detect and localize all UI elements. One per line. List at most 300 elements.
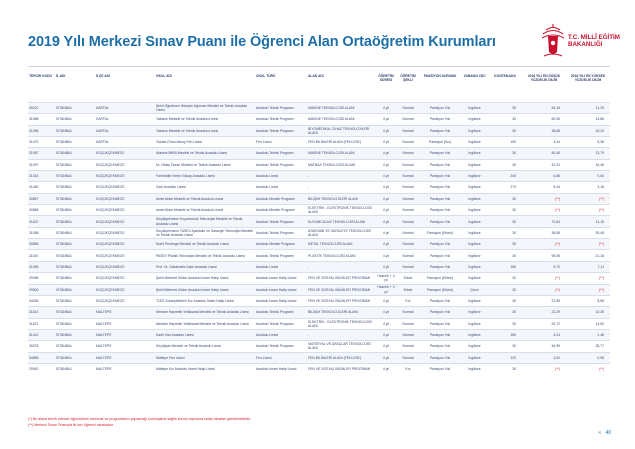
table-cell: Şehit Mehmet Güder Anadolu İmam Hatip Lisesi [155,284,255,295]
column-header: OKUL TÜRÜ [256,74,276,78]
table-cell: 4 yıl [375,318,397,329]
table-cell: KARTAL [95,137,155,148]
table-cell: MAKİNE TEKNOLOJİSİ ALANI [307,103,375,114]
table-cell: İngilizce [461,307,488,318]
table-cell: İngilizce [461,137,488,148]
table-cell: 21,18 [566,250,610,261]
column-header: 2018 YILI EN YÜKSEK YÜZDELİK DİLİM [570,74,606,83]
table-cell: Normal [397,352,419,363]
table-cell: 50,40 [522,148,566,159]
table-cell: İngilizce [461,103,488,114]
column-header: İLÇE ADI [96,74,110,78]
table-cell: 60,08 [522,114,566,125]
table-cell: 70,84 [522,216,566,227]
logo-line-2: BAKANLIĞI [568,41,603,48]
table-cell: 54,16 [522,103,566,114]
table-cell: 30 [488,216,522,227]
table-cell: İngilizce [461,273,488,284]
table-cell: (**) [566,363,610,374]
table-row [28,284,610,295]
table-cell: KÜÇÜKÇEKMECE [95,216,155,227]
table-cell: Pansiyon Yok [419,295,461,306]
table-cell: (**) [566,193,610,204]
table-cell: 31097 [28,159,55,170]
table-row [28,239,610,250]
table-cell: FEN VE SOSYAL BİLİMLER PROGRAMI [307,363,375,374]
table-cell: 35278 [28,341,55,352]
table-cell: Yüksel-Ohan Aksoy Fen Lisesi [155,137,255,148]
table-cell: Normal [397,341,419,352]
table-cell: - [307,182,375,193]
table-cell: Anadolu İmam Hatip Lisesi [255,273,307,284]
table-cell: Dr. Oktay Duran Mesleki ve Teknik Anadolu Lisesi [155,159,255,170]
table-cell: Maltepe Fen Lisesi [155,352,255,363]
table-cell: - [307,171,375,182]
table-cell: 35210 [28,103,55,114]
table-cell: Pansiyon Yok [419,341,461,352]
table-cell: İngilizce [461,171,488,182]
chevron-left-icon: « [598,430,602,436]
table-cell: Anadolu İmam Hatip Lisesi [255,284,307,295]
table-cell: Normal [397,250,419,261]
table-cell: Anadolu Teknik Programı [255,227,307,238]
table-cell: BİLİŞİM TEKNOLOJİLERİ ALANI [307,193,375,204]
table-cell: Anadolu Teknik Programı [255,148,307,159]
table-cell: 4 yıl [375,114,397,125]
table-cell: 22,59 [522,295,566,306]
table-row [28,216,610,227]
table-cell: Pansiyon Yok [419,182,461,193]
table-cell: Prof. Dr. Sabahattin Zaim Anadolu Lisesi [155,261,255,272]
table-cell: Fen Lisesi [255,352,307,363]
table-cell: 29942 [28,363,55,374]
table-cell: Yakacık Mesleki ve Teknik Anadolu Lisesi [155,125,255,136]
table-cell: MATBAA TEKNOLOJİSİ ALANI [307,159,375,170]
table-cell: ELEKTRİK - ELEKTRONİK TEKNOLOJİSİ ALANI [307,205,375,216]
table-cell: 4 yıl [375,329,397,340]
table-cell: Küçükçekmece Kuyumculuk Teknolojisi Mesleki ve Teknik Anadolu Lisesi [155,216,255,227]
table-cell: İSTANBUL [55,114,95,125]
table-cell: İSTANBUL [55,216,95,227]
table-cell: Yakacık Mesleki ve Teknik Anadolu Lisesi [155,114,255,125]
table-cell: - [307,329,375,340]
table-cell: İngilizce [461,239,488,250]
table-cell: Fen Lisesi [255,137,307,148]
table-cell: İSTANBUL [55,125,95,136]
table-cell: 36,85 [522,227,566,238]
table-cell: Pansiyon Yok [419,171,461,182]
table-cell: 13,86 [566,114,610,125]
table-cell: 15,23 [566,125,610,136]
footnote-1: (*) Bu alana tercih edecek öğrencilerin mevzuat ve programların yapılacağı kuruluşlarla sağlık kurulu raporuna sahip olmaları gerekmektedir. [28,417,251,421]
table-cell: Nerelan Hayrettin Yelkikanat Mesleki ve Teknik Anadolu Lisesi [155,307,255,318]
table-cell: 30 [488,227,522,238]
table-row [28,273,610,284]
table-cell: METAL TEKNOLOJİSİ ALANI [307,239,375,250]
table-cell: Anadolu Teknik Programı [255,114,307,125]
table-cell: Normal [397,103,419,114]
table-cell: Normal [397,216,419,227]
column-header: TERCİH KODU [29,74,52,78]
table-cell: 4 yıl [375,182,397,193]
column-header: 2018 YILI EN DÜŞÜK YÜZDELİK DİLİM [527,74,561,83]
table-cell: Pansiyon Yok [419,250,461,261]
table-cell: FEN BİLİMLERİ ALANI (FEN LİSE) [307,352,375,363]
table-cell: Normal [397,159,419,170]
page-title: 2019 Yılı Merkezi Sınav Puanı ile Öğrenci Alan Ortaöğretim Kurumları [28,34,496,50]
table-cell: Normal [397,239,419,250]
table-cell: 4 yıl [375,227,397,238]
table-cell: Erkek [397,284,419,295]
table-cell: ELEKTRİK - ELEKTRONİK TEKNOLOJİSİ ALANI [307,318,375,329]
column-header: KONTENJANI [494,74,516,78]
table-cell: Pansiyon Yok [419,363,461,374]
logo [538,22,620,62]
table-cell: 11,15 [566,216,610,227]
table-cell: İsmet Aktar Mesleki ve Teknik Anadolu Lisesi [155,205,255,216]
table-cell: 98,55 [522,250,566,261]
table-cell: Normal [397,329,419,340]
table-cell: Normal [397,125,419,136]
table-cell: 31410 [28,329,55,340]
table-cell: 31480 [28,182,55,193]
table-cell: Anadolu Lisesi [255,182,307,193]
header-divider [28,66,610,67]
table-cell: Anadolu Meslek Programı [255,193,307,204]
table-cell: MALTEPE [95,352,155,363]
table-cell: Anadolu Teknik Programı [255,307,307,318]
table-cell: FEN VE SOSYAL BİLİMLER PROGRAMI [307,295,375,306]
table-cell: KÜÇÜKÇEKMECE [95,171,155,182]
table-cell: Anadolu Teknik Programı [255,318,307,329]
table-cell: 0,54 [566,171,610,182]
table-cell: 31103 [28,307,55,318]
table-cell: 3,16 [566,182,610,193]
table-cell: 4 yıl [375,261,397,272]
table-cell: 4 yıl [375,171,397,182]
table-cell: İngilizce [461,159,488,170]
table-cell: 31100 [28,250,55,261]
table-cell: İngilizce [461,148,488,159]
table-cell: Pansiyon Yok [419,125,461,136]
table-cell: (**) [566,205,610,216]
table-cell: KÜÇÜKÇEKMECE [95,148,155,159]
table-cell: (**) [566,273,610,284]
table-cell: Pansiyon (Erkek) [419,227,461,238]
table-cell: Normal [397,137,419,148]
table-cell: 30 [488,307,522,318]
table-cell: 14,50 [566,318,610,329]
table-row [28,329,610,340]
table-cell: KÜÇÜKÇEKMECE [95,193,155,204]
table-cell: 31479 [28,137,55,148]
table-cell: İSTANBUL [55,250,95,261]
table-cell: Çince [461,284,488,295]
table-cell: Küçükçekmece TASEV Ayakkabı ve Saraciye Teknolojisi Mesleki ve Teknik Anadolu Lisesi [156,228,253,237]
table-row [28,114,610,125]
table-cell: 4 yıl [375,205,397,216]
table-cell: Normal [397,114,419,125]
table-cell: İngilizce [461,193,488,204]
page-number [598,430,611,436]
table-cell: Pansiyon Yok [419,148,461,159]
table-cell: 30 [488,250,522,261]
table-cell: Hazırlık + 4 yıl [375,273,397,284]
table-cell: 4 yıl [375,239,397,250]
table-cell: 150 [488,137,522,148]
meb-emblem-icon [538,22,568,60]
table-cell: Normal [397,171,419,182]
table-cell: Anadolu Meslek Programı [255,205,307,216]
table-cell: Normal [397,307,419,318]
table-cell: İSTANBUL [55,273,95,284]
table-cell: 30 [488,295,522,306]
table-cell: 34405 [28,295,55,306]
table-cell: 31086 [28,114,55,125]
table-cell: 31087 [28,148,55,159]
header [28,30,620,60]
table-cell: MAKİNE TEKNOLOJİSİ ALANI [307,114,375,125]
table-cell: Anadolu Lisesi [255,329,307,340]
table-cell: 4 yıl [375,250,397,261]
table-row [28,193,610,204]
table-cell: (**) [522,239,566,250]
table-cell: FEN VE SOSYAL BİLİMLER PROGRAMI [307,284,375,295]
page-number-value: 40 [605,430,611,436]
table-cell: Nerelan Hayrettin Yelkikanat Mesleki ve Teknik Anadolu Lisesi [155,318,255,329]
table-cell: 31102 [28,216,55,227]
table-cell: 30 [488,284,522,295]
table-cell: İSTANBUL [55,284,95,295]
table-cell: (**) [566,284,610,295]
table-cell: Pansiyon Yok [419,329,461,340]
table-cell: İSTANBUL [55,295,95,306]
footnotes [28,417,548,428]
table-cell: 4 yıl [375,148,397,159]
table-cell: MALTEPE [95,318,155,329]
table-cell: PLASTİK TEKNOLOJİSİ ALANI [307,250,375,261]
table-cell: 38,68 [522,125,566,136]
table-cell: 13,79 [566,148,610,159]
table-cell: PASEV Plastik Teknolojisi Mesleki ve Teknik Anadolu Lisesi [155,250,255,261]
table-cell: 5,38 [566,137,610,148]
table-cell: Şehit Mehmet Güder Anadolu İmam Hatip Lisesi [155,273,255,284]
table-cell: Anadolu Teknik Programı [255,216,307,227]
table-cell: MATERYAL VE ARAÇLAR TEKNOLOJİSİ ALANI [307,341,375,352]
table-cell: (**) [522,363,566,374]
table-cell: İngilizce [461,250,488,261]
table-cell: KÜÇÜKÇEKMECE [95,295,155,306]
table-cell: İSTANBUL [55,261,95,272]
table-row [28,159,610,170]
table-cell: 31415 [28,171,55,182]
column-header: PANSİYON DURUMU [423,74,457,78]
table-cell: Anadolu Teknik Programı [255,103,307,114]
table-cell: 29500 [28,284,55,295]
table-cell: 42,24 [522,159,566,170]
table-cell: İngilizce [461,352,488,363]
table-row [28,171,610,182]
table-cell: 3,44 [522,137,566,148]
table-cell: 22,29 [522,307,566,318]
table-cell: Pansiyon (Kız) [419,137,461,148]
table-cell: Anadolu İmam Hatip Lisesi [255,295,307,306]
table-cell: 10,26 [566,307,610,318]
table-cell: İSTANBUL [55,137,95,148]
table-cell: İSTANBUL [55,352,95,363]
table-cell: 30 [488,114,522,125]
table-cell: 4 yıl [375,295,397,306]
table-cell: İngilizce [461,318,488,329]
table-cell: Normal [397,193,419,204]
table-cell: Anadolu Teknik Programı [255,341,307,352]
table-cell: 29,72 [522,318,566,329]
table-cell: 30,48 [566,227,610,238]
table-cell: 30 [488,159,522,170]
table-row [28,352,610,363]
table-cell: Pansiyon Yok [419,159,461,170]
table-row [28,261,610,272]
table-cell: 34855 [28,352,55,363]
table-cell: İSTANBUL [55,103,95,114]
table-cell: Anadolu Teknik Programı [255,125,307,136]
table-cell: 30 [488,341,522,352]
table-cell: (**) [566,239,610,250]
table-cell: İSTANBUL [55,205,95,216]
column-header: İL ADI [56,74,66,78]
table-cell: İSTANBUL [55,159,95,170]
schools-table [28,74,610,374]
table-cell: Pansiyon Yok [419,205,461,216]
table-cell: 30 [488,318,522,329]
table-cell: 30858 [28,239,55,250]
table-cell: KARTAL [95,103,155,114]
table-cell: 8,58 [566,295,610,306]
table-row [28,103,610,114]
table-cell: MALTEPE [95,341,155,352]
table-cell: 4,24 [522,329,566,340]
table-cell: KUYUMCULUK TEKNOLOJİSİ ALANI [307,216,375,227]
table-cell: 4 yıl [375,307,397,318]
table-cell: Pansiyon Yok [419,307,461,318]
table-cell: KÜÇÜKÇEKMECE [95,273,155,284]
table-cell: İSTANBUL [55,193,95,204]
table-cell: Anadolu Lisesi [255,261,307,272]
table-row [28,125,610,136]
table-cell: MALTEPE [95,363,155,374]
table-cell: Pansiyon Yok [419,114,461,125]
table-cell: Atakent İMKB Mesleki ve Teknik Anadolu Lisesi [155,148,255,159]
table-cell: İSTANBUL [55,318,95,329]
table-cell: 6,88 [522,171,566,182]
table-cell: İngilizce [461,125,488,136]
table-cell: 28,77 [566,341,610,352]
table-cell: 16,46 [566,159,610,170]
table-cell: 1,48 [566,329,610,340]
table-cell: (**) [522,284,566,295]
table-cell: KÜÇÜKÇEKMECE [95,284,155,295]
table-cell: MAKİNE TEKNOLOJİSİ ALANI [307,148,375,159]
table-cell: 4 yıl [375,216,397,227]
table-cell: 270 [488,182,522,193]
column-header: ALAN ADI [308,74,324,78]
table-cell: TÜGİ Gülsepetlerleri Kız Anadolu İmam Hatip Lisesi [155,295,255,306]
table-cell: 240 [488,171,522,182]
table-cell: (**) [522,205,566,216]
table-cell: Gazi Anadolu Lisesi [155,182,255,193]
table-row [28,318,610,329]
logo-line-1: T.C. MİLLÎ EĞİTİM [568,34,620,41]
table-cell: İngilizce [461,114,488,125]
table-cell: Hazırlık + 4 yıl [375,284,397,295]
table-cell: İSTANBUL [55,307,95,318]
table-cell: 30 [488,239,522,250]
table-cell: AYAKKABI VE SARACİYE TEKNOLOJİSİ ALANI [307,227,375,238]
table-cell: 180 [488,261,522,272]
table-cell: 11,25 [566,103,610,114]
table-cell: İngilizce [461,216,488,227]
logo-text [568,34,620,48]
table-cell: Normal [397,318,419,329]
table-cell: Pansiyon Yok [419,261,461,272]
table-cell: Erkek [397,273,419,284]
table-cell: 30 [488,148,522,159]
table-cell: 5,44 [522,182,566,193]
table-cell: Kadir Has Anadolu Lisesi [155,329,255,340]
table-row [28,363,610,374]
table-cell: MALTEPE [95,329,155,340]
table-cell: 180 [488,329,522,340]
table-cell: KÜÇÜKÇEKMECE [95,205,155,216]
table-cell: KÜÇÜKÇEKMECE [95,261,155,272]
table-cell: Pansiyon Yok [419,318,461,329]
table-cell: 30 [488,205,522,216]
column-header: ÖĞRETİM ŞEKLİ [400,74,416,83]
table-cell: İSTANBUL [55,227,95,238]
table-cell: Normal [397,182,419,193]
table-cell: KÜÇÜKÇEKMECE [95,250,155,261]
table-cell: 31096 [28,125,55,136]
column-header: ÖĞRETİM SÜRESİ [378,74,394,83]
table-cell: KARTAL [95,114,155,125]
table-cell: Fahreddin Kerim Gökay Anadolu Lisesi [155,171,255,182]
table-row [28,307,610,318]
table-cell: Pansiyon Yok [419,103,461,114]
table-row [28,227,610,238]
table-cell: Küçükyalı Mesleki ve Teknik Anadolu Lisesi [155,341,255,352]
table-cell: Anadolu Teknik Programı [255,250,307,261]
table-header-row [28,74,610,103]
table-cell: 4 yıl [375,159,397,170]
table-cell: 4 yıl [375,103,397,114]
table-cell: İSTANBUL [55,182,95,193]
table-cell: 4 yıl [375,125,397,136]
table-row [28,295,610,306]
table-cell: KÜÇÜKÇEKMECE [95,227,155,238]
table-cell: 30 [488,363,522,374]
table-cell: İSTANBUL [55,171,95,182]
table-cell: Anadolu Lisesi [255,171,307,182]
table-cell: (**) [522,273,566,284]
table-cell: 7,11 [566,261,610,272]
table-cell: KARTAL [95,125,155,136]
table-cell: Şehit Öğretmen Hüseyin Ağırman Mesleki ve Teknik Anadolu Lisesi [155,103,255,114]
table-cell: Normal [397,205,419,216]
table-cell: Pansiyon Yok [419,216,461,227]
table-cell: Pansiyon (Erkek) [419,284,461,295]
table-cell: 120 [488,352,522,363]
table-cell: Anadolu İmam Hatip Lisesi [255,363,307,374]
